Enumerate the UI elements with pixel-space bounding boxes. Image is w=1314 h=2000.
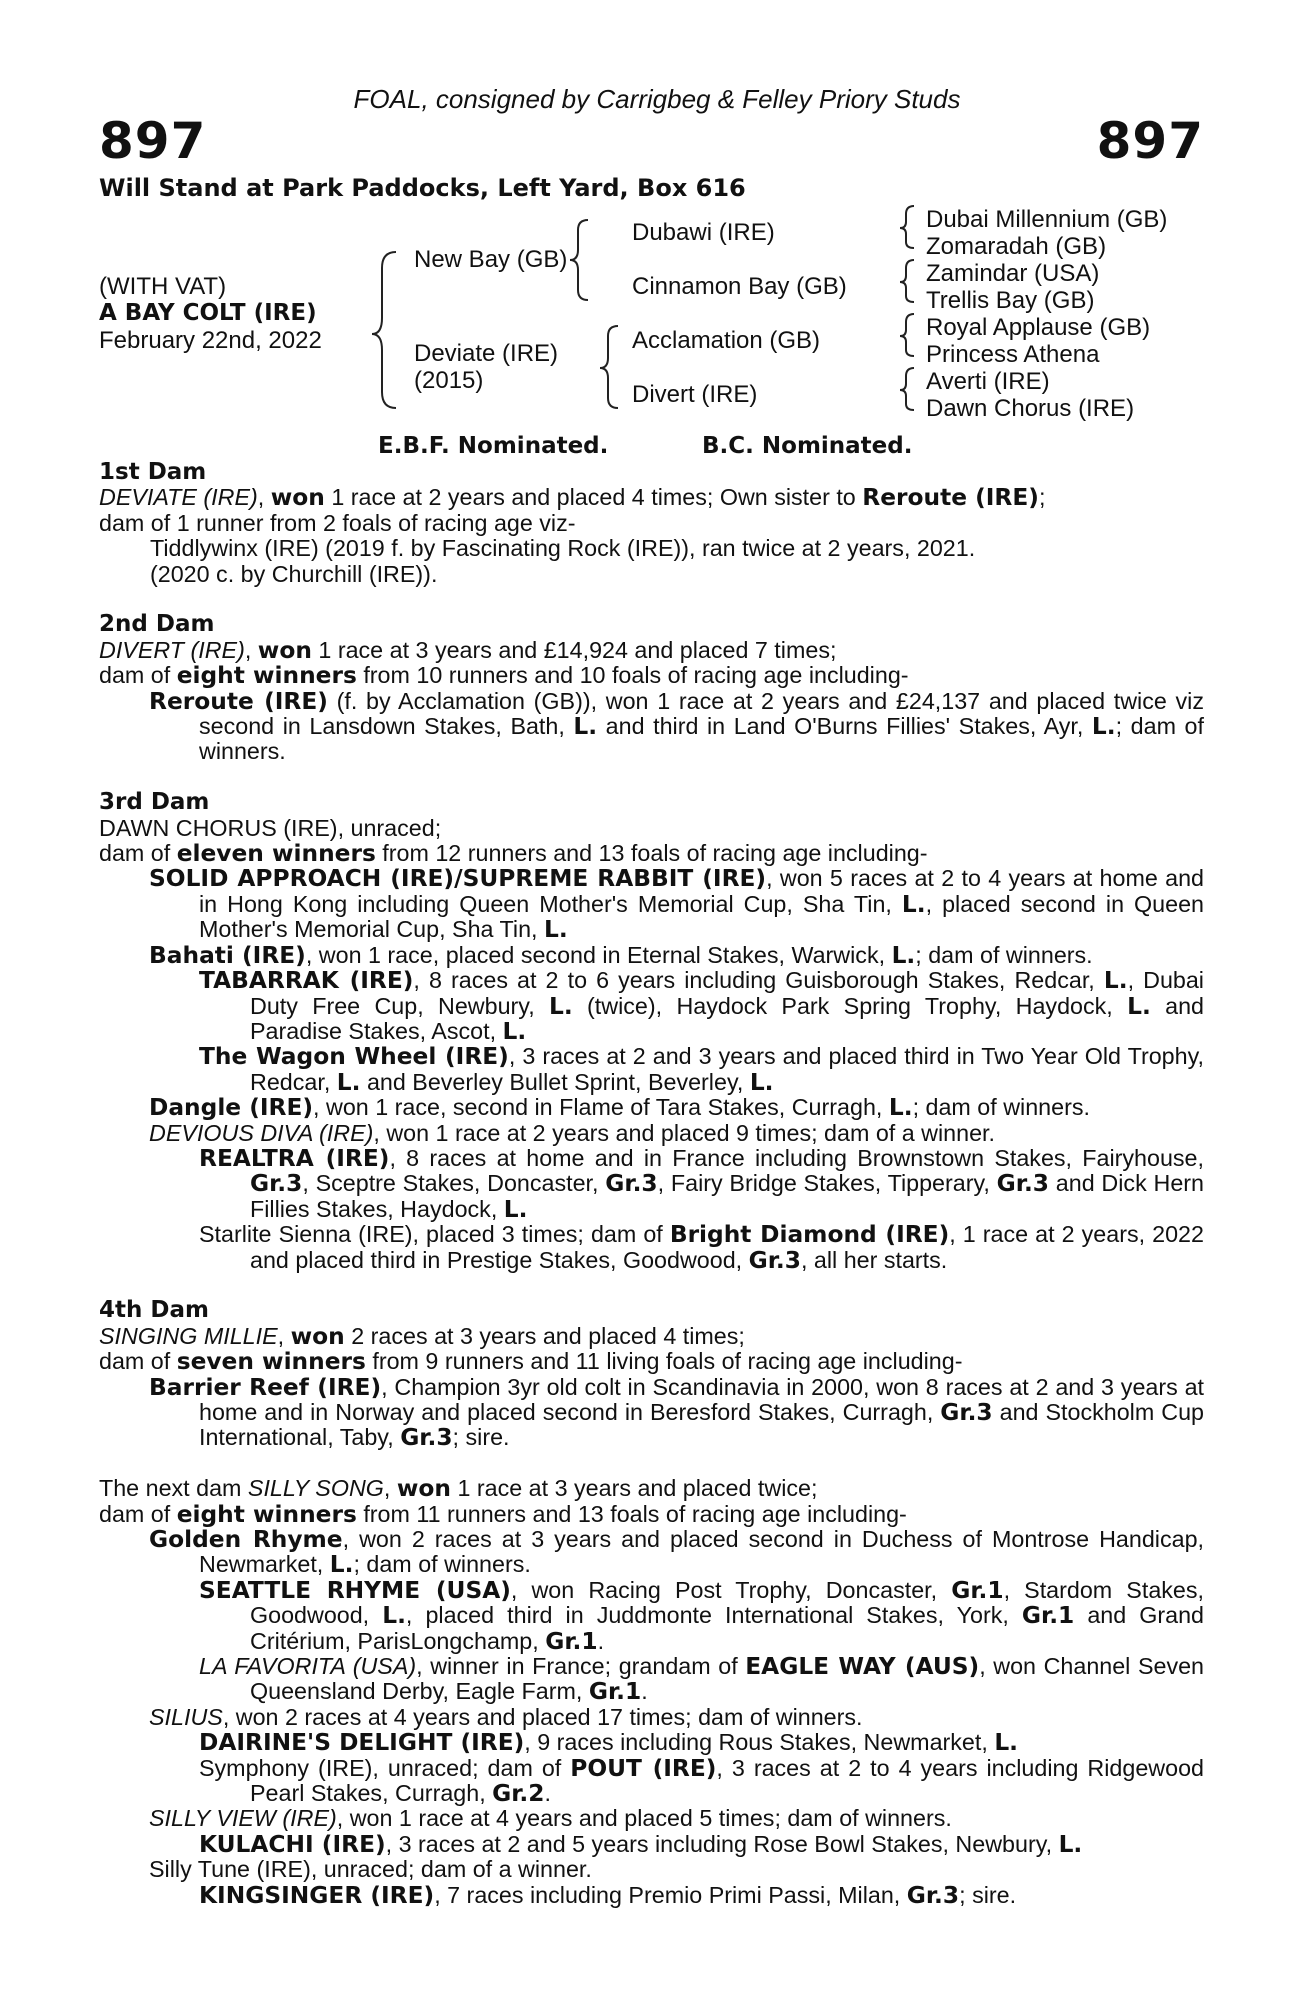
first-dam-line: DEVIATE (IRE), won 1 race at 2 years and placed 4 times; Own sister to Reroute (IRE); — [99, 484, 1046, 512]
third-dam-grandproduce-4: Starlite Sienna (IRE), placed 3 times; dam of Bright Diamond (IRE), 1 race at 2 years, 2022 and placed third in Prestige Stakes, Goodwood, Gr.3, all her starts. — [199, 1221, 1204, 1274]
first-dam-produce-intro: dam of 1 runner from 2 foals of racing age viz- — [99, 509, 576, 536]
consignment-line: FOAL, consigned by Carrigbeg & Felley Priory Studs — [353, 84, 961, 114]
second-dam-section — [99, 612, 1204, 764]
third-dam-grandproduce-2: The Wagon Wheel (IRE), 3 races at 2 and 3 years and placed third in Two Year Old Trophy, Redcar, L. and Beverley Bullet Sprint, Beverley, L. — [199, 1043, 1204, 1096]
great-grandparent-5: Royal Applause (GB) — [926, 314, 1151, 341]
next-dam-grandproduce-4: Symphony (IRE), unraced; dam of POUT (IRE), 3 races at 2 to 4 years including Ridgewood Pearl Stakes, Curragh, Gr.2. — [199, 1754, 1204, 1808]
great-grandparent-3: Zamindar (USA) — [926, 260, 1100, 287]
next-dam-produce-4: Silly Tune (IRE), unraced; dam of a winner. — [149, 1856, 592, 1883]
lot-number-right: 897 — [1096, 112, 1204, 170]
lot-number-left: 897 — [99, 112, 207, 170]
ebf-nomination: E.B.F. Nominated. — [378, 433, 609, 459]
first-dam-heading: 1st Dam — [99, 459, 207, 485]
third-dam-produce-1: SOLID APPROACH (IRE)/SUPREME RABBIT (IRE), won 5 races at 2 to 4 years at home and in Hong Kong including Queen Mother's Memorial Cup, Sha Tin, L., placed second in Queen Mother's Memorial Cup, Sha Tin, L. — [149, 865, 1204, 944]
great-grandparent-6: Princess Athena — [926, 341, 1100, 368]
lot-title: A BAY COLT (IRE) — [99, 300, 317, 326]
first-dam-section — [99, 460, 1204, 587]
next-dam-produce-3: SILLY VIEW (IRE), won 1 race at 4 years and placed 5 times; dam of winners. — [149, 1805, 952, 1832]
third-dam-section — [99, 790, 1204, 1273]
next-dam-section — [99, 1476, 1204, 1908]
next-dam-grandproduce-5: KULACHI (IRE), 3 races at 2 and 5 years including Rose Bowl Stakes, Newbury, L. — [199, 1830, 1083, 1858]
sire-name: New Bay (GB) — [414, 246, 568, 273]
first-dam-produce-2: (2020 c. by Churchill (IRE)). — [150, 560, 438, 587]
third-dam-produce-intro: dam of eleven winners from 12 runners and 13 foals of racing age including- — [99, 840, 928, 868]
second-dam-produce-intro: dam of eight winners from 10 runners and 10 foals of racing age including- — [99, 662, 909, 690]
next-dam-produce-intro: dam of eight winners from 11 runners and 13 foals of racing age including- — [99, 1500, 907, 1528]
granddam-maternal: Divert (IRE) — [632, 381, 758, 408]
next-dam-grandproduce-6: KINGSINGER (IRE), 7 races including Premio Primi Passi, Milan, Gr.3; sire. — [199, 1881, 1017, 1909]
third-dam-line: DAWN CHORUS (IRE), unraced; — [99, 814, 442, 841]
third-dam-grandproduce-1: TABARRAK (IRE), 8 races at 2 to 6 years including Guisborough Stakes, Redcar, L., Dubai Duty Free Cup, Newbury, L. (twice), Haydock Park Spring Trophy, Haydock, L. and Paradise Stakes, Ascot, L. — [199, 967, 1205, 1045]
third-dam-produce-2: Bahati (IRE), won 1 race, placed second in Eternal Stakes, Warwick, L.; dam of winners. — [149, 941, 1093, 969]
grandsire-maternal: Acclamation (GB) — [632, 327, 821, 354]
second-dam-produce-1: Reroute (IRE) (f. by Acclamation (GB)), won 1 race at 2 years and £24,137 and placed twice viz second in Lansdown Stakes, Bath, L. and third in Land O'Burns Fillies' Stakes, Ayr, L.; dam of winners. — [149, 687, 1205, 765]
second-dam-line: DIVERT (IRE), won 1 race at 3 years and £14,924 and placed 7 times; — [99, 636, 837, 664]
foaling-date: February 22nd, 2022 — [99, 327, 322, 354]
fourth-dam-heading: 4th Dam — [99, 1297, 209, 1324]
dam-name: Deviate (IRE) — [414, 340, 559, 367]
next-dam-line: The next dam SILLY SONG, won 1 race at 3 years and placed twice; — [99, 1475, 818, 1503]
great-grandparent-7: Averti (IRE) — [926, 368, 1050, 395]
third-dam-grandproduce-3: REALTRA (IRE), 8 races at home and in France including Brownstown Stakes, Fairyhouse, Gr.3, Sceptre Stakes, Doncaster, Gr.3, Fairy Bridge Stakes, Tipperary, Gr.3 and Dick Hern Fillies Stakes, Haydock, L. — [199, 1144, 1204, 1223]
fourth-dam-line: SINGING MILLIE, won 2 races at 3 years and placed 4 times; — [99, 1322, 745, 1350]
great-grandparent-8: Dawn Chorus (IRE) — [926, 395, 1135, 422]
granddam-paternal: Cinnamon Bay (GB) — [632, 273, 847, 300]
vat-note: (WITH VAT) — [99, 273, 227, 300]
stand-location: Will Stand at Park Paddocks, Left Yard, Box 616 — [99, 174, 746, 202]
next-dam-produce-2: SILIUS, won 2 races at 4 years and placed 17 times; dam of winners. — [149, 1703, 863, 1730]
produce-record — [99, 460, 1204, 1908]
bc-nomination: B.C. Nominated. — [702, 433, 913, 459]
next-dam-grandproduce-2: LA FAVORITA (USA), winner in France; grandam of EAGLE WAY (AUS), won Channel Seven Queensland Derby, Eagle Farm, Gr.1. — [199, 1653, 1205, 1706]
third-dam-produce-4: DEVIOUS DIVA (IRE), won 1 race at 2 years and placed 9 times; dam of a winner. — [149, 1119, 995, 1146]
next-dam-produce-1: Golden Rhyme, won 2 races at 3 years and placed second in Duchess of Montrose Handicap, Newmarket, L.; dam of winners. — [149, 1526, 1204, 1579]
first-dam-produce-1: Tiddlywinx (IRE) (2019 f. by Fascinating Rock (IRE)), ran twice at 2 years, 2021. — [150, 535, 976, 562]
next-dam-grandproduce-3: DAIRINE'S DELIGHT (IRE), 9 races including Rous Stakes, Newmarket, L. — [199, 1729, 1019, 1757]
fourth-dam-produce-1: Barrier Reef (IRE), Champion 3yr old colt in Scandinavia in 2000, won 8 races at 2 and 3 years at home and in Norway and placed second in Beresford Stakes, Curragh, Gr.3 and Stockholm Cup International, Taby, Gr.3; sire. — [149, 1373, 1204, 1452]
dam-year: (2015) — [414, 367, 484, 394]
next-dam-grandproduce-1: SEATTLE RHYME (USA), won Racing Post Trophy, Doncaster, Gr.1, Stardom Stakes, Goodwood, L., placed third in Juddmonte International Stakes, York, Gr.1 and Grand Critérium, ParisLongchamp, Gr.1. — [199, 1576, 1204, 1655]
great-grandparent-1: Dubai Millennium (GB) — [926, 206, 1168, 233]
fourth-dam-produce-intro: dam of seven winners from 9 runners and 11 living foals of racing age including- — [99, 1348, 963, 1376]
second-dam-heading: 2nd Dam — [99, 611, 215, 638]
third-dam-heading: 3rd Dam — [99, 789, 210, 816]
grandsire-paternal: Dubawi (IRE) — [632, 219, 775, 246]
third-dam-produce-3: Dangle (IRE), won 1 race, second in Flame of Tara Stakes, Curragh, L.; dam of winners. — [149, 1094, 1090, 1122]
great-grandparent-2: Zomaradah (GB) — [926, 233, 1107, 260]
great-grandparent-4: Trellis Bay (GB) — [926, 287, 1095, 314]
fourth-dam-section — [99, 1298, 1204, 1450]
